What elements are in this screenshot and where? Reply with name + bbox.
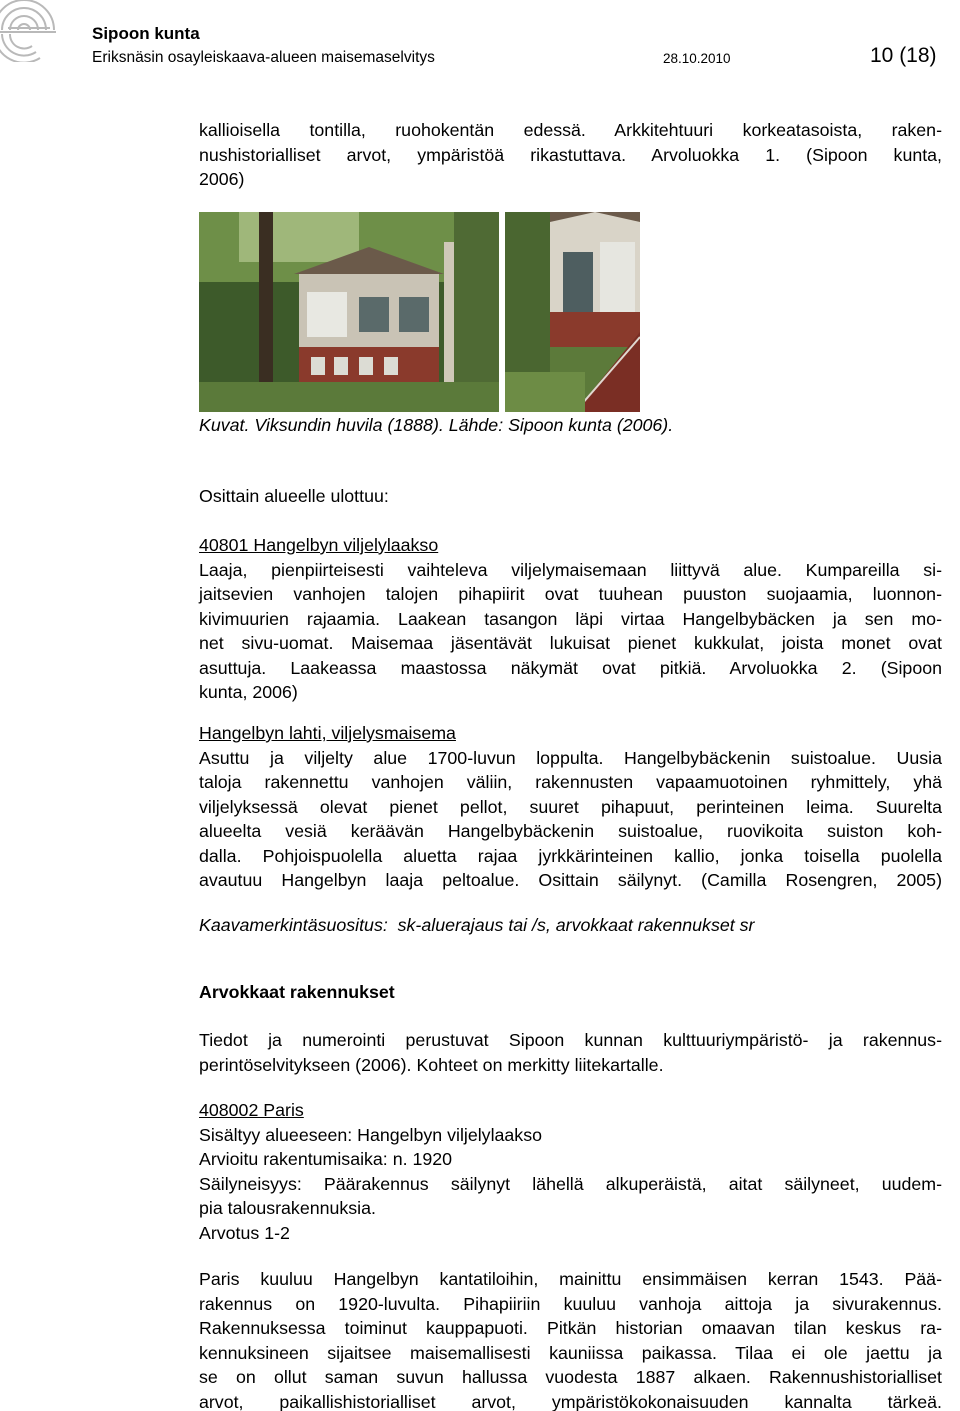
building-value: Arvotus 1-2 [199, 1222, 290, 1243]
header-page-number: 10 (18) [870, 44, 937, 67]
text-line: jaitsevien vanhojen talojen pihapiirit ovat tuuhean puuston suojaamia, luonnon- [199, 584, 942, 604]
text-line: taloja rakennettu vanhojen väliin, rakennusten vapaamuotoinen ryhmittely, yhä [199, 772, 942, 792]
text-line: kivimuurien rajaamia. Laakean tasangon läpi virtaa Hangelbybäcken ja sen mo- [199, 608, 942, 629]
text-line: Paris kuuluu Hangelbyn kantatiloihin, mainittu ensimmäisen kerran 1543. Pää- [199, 1269, 942, 1289]
zoning-recommendation: Kaavamerkintäsuositus: sk-aluerajaus tai /s, arvokkaat rakennukset sr [199, 915, 755, 935]
sipoo-logo-icon [0, 0, 62, 62]
header-date: 28.10.2010 [663, 51, 731, 66]
text-line: viljelyksessä olevat pienet pellot, suuret pihapuut, perinteinen leima. Suurelta [199, 796, 942, 817]
area-title: 40801 Hangelbyn viljelylaakso [199, 535, 439, 555]
text-line: Asuttu ja viljelty alue 1700-luvun loppulta. Hangelbybäckenin suistoalue. Uusia [199, 747, 942, 768]
intro-paragraph [199, 118, 942, 192]
text-line: net sivu-uomat. Maisemaa jäsentävät lukuisat pienet kukkulat, joista monet ovat [199, 633, 942, 653]
section-heading: Arvokkaat rakennukset [199, 982, 395, 1002]
section-intro [199, 1028, 942, 1077]
text-line: Rakennuksessa toiminut kauppapuoti. Pitkän historian omaavan tilan keskus ra- [199, 1318, 942, 1338]
text-line: arvot, paikallishistorialliset arvot, ympäristökokonaisuuden kannalta tärkeä. [199, 1391, 942, 1411]
area-hangelby-bay [199, 721, 942, 893]
text-line: asuttuja. Laakeassa maastossa näkymät ovat pitkiä. Arvoluokka 2. (Sipoon [199, 657, 942, 678]
villa-photo-left [199, 212, 499, 412]
partial-area-intro: Osittain alueelle ulottuu: [199, 486, 389, 506]
text-line: Tiedot ja numerointi perustuvat Sipoon kunnan kulttuuriympäristö- ja rakennus- [199, 1030, 942, 1050]
building-condition: pia talousrakennuksia. [199, 1198, 376, 1218]
building-title: 408002 Paris [199, 1100, 304, 1120]
building-condition: Säilyneisyys: Päärakennus säilynyt lähellä alkuperäistä, aitat säilyneet, uudem- [199, 1173, 942, 1194]
text-line: dalla. Pohjoispuolella aluetta rajaa jyrkkärinteinen kallio, jonka toisella puolella [199, 845, 942, 866]
text-line: nushistorialliset arvot, ympäristöä rikastuttava. Arvoluokka 1. (Sipoon kunta, [199, 144, 942, 165]
text-line: Laaja, pienpiirteisesti vaihteleva viljelymaisemaan liittyvä alue. Kumpareilla si- [199, 559, 942, 580]
building-408002 [199, 1098, 942, 1245]
villa-photo-right [505, 212, 640, 412]
building-description [199, 1267, 942, 1411]
building-year: Arvioitu rakentumisaika: n. 1920 [199, 1149, 453, 1169]
text-line: se on ollut saman suvun hallussa vuodesta 1887 alkaen. Rakennushistorialliset [199, 1367, 942, 1387]
area-40801 [199, 533, 942, 705]
header-organization: Sipoon kunta [92, 24, 200, 43]
header-document-title: Eriksnäsin osayleiskaava-alueen maisemaselvitys [92, 49, 435, 66]
text-line: kunta, 2006) [199, 682, 298, 702]
text-line: avautuu Hangelbyn laaja peltoalue. Osittain säilynyt. (Camilla Rosengren, 2005) [199, 870, 942, 890]
photo-caption: Kuvat. Viksundin huvila (1888). Lähde: Sipoon kunta (2006). [199, 415, 674, 435]
text-line: 2006) [199, 169, 245, 189]
text-line: perintöselvitykseen (2006). Kohteet on merkitty liitekartalle. [199, 1054, 664, 1075]
building-area: Sisältyy alueeseen: Hangelbyn viljelylaakso [199, 1124, 542, 1145]
text-line: kennuksineen sijaitsee maisemallisesti kauniissa paikassa. Tilaa ei ole jaettu ja [199, 1342, 942, 1363]
area-title: Hangelbyn lahti, viljelysmaisema [199, 723, 456, 743]
text-line: rakennus on 1920-luvulta. Pihapiiriin kuuluu vanhoja aittoja ja sivurakennus. [199, 1293, 942, 1314]
text-line: kallioisella tontilla, ruohokentän edessä. Arkkitehtuuri korkeatasoista, raken- [199, 120, 942, 140]
text-line: alueelta vesiä keräävän Hangelbybäckenin suistoalue, ruovikoita suiston koh- [199, 821, 942, 841]
